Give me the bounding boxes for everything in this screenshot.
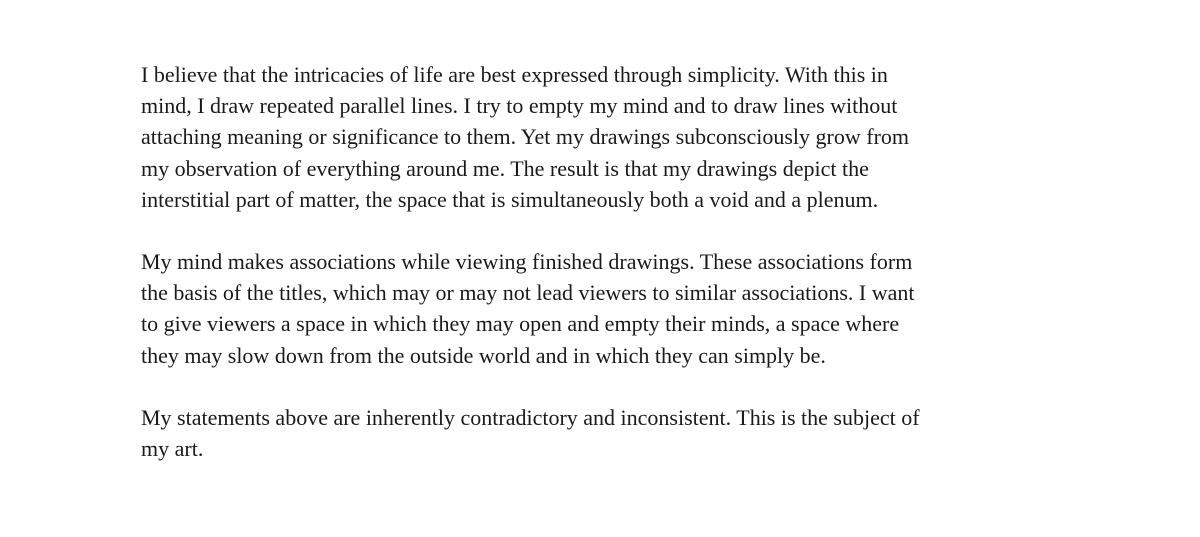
paragraph-line: My mind makes associations while viewing finished drawings. These associations form bbox=[141, 249, 913, 275]
paragraph-line: My statements above are inherently contradictory and inconsistent. This is the subject of bbox=[141, 404, 920, 430]
paragraph-line: they may slow down from the outside world and in which they can simply be. bbox=[141, 342, 826, 368]
paragraph-line: to give viewers a space in which they may open and empty their minds, a space where bbox=[141, 311, 900, 337]
paragraph-line: the basis of the titles, which may or may not lead viewers to similar associations. I want bbox=[141, 280, 915, 306]
artist-statement bbox=[141, 59, 1071, 495]
paragraph-line: my art. bbox=[141, 436, 204, 462]
paragraph-line: mind, I draw repeated parallel lines. I try to empty my mind and to draw lines without bbox=[141, 93, 898, 119]
paragraph-line: I believe that the intricacies of life are best expressed through simplicity. With this in bbox=[141, 62, 888, 87]
paragraph-1 bbox=[141, 59, 1071, 215]
paragraph-line: interstitial part of matter, the space that is simultaneously both a void and a plenum. bbox=[141, 186, 879, 212]
paragraph-line: my observation of everything around me. The result is that my drawings depict the bbox=[141, 155, 869, 181]
paragraph-line: attaching meaning or significance to them. Yet my drawings subconsciously grow from bbox=[141, 124, 910, 150]
paragraph-2 bbox=[141, 246, 1071, 371]
paragraph-3 bbox=[141, 402, 1071, 464]
